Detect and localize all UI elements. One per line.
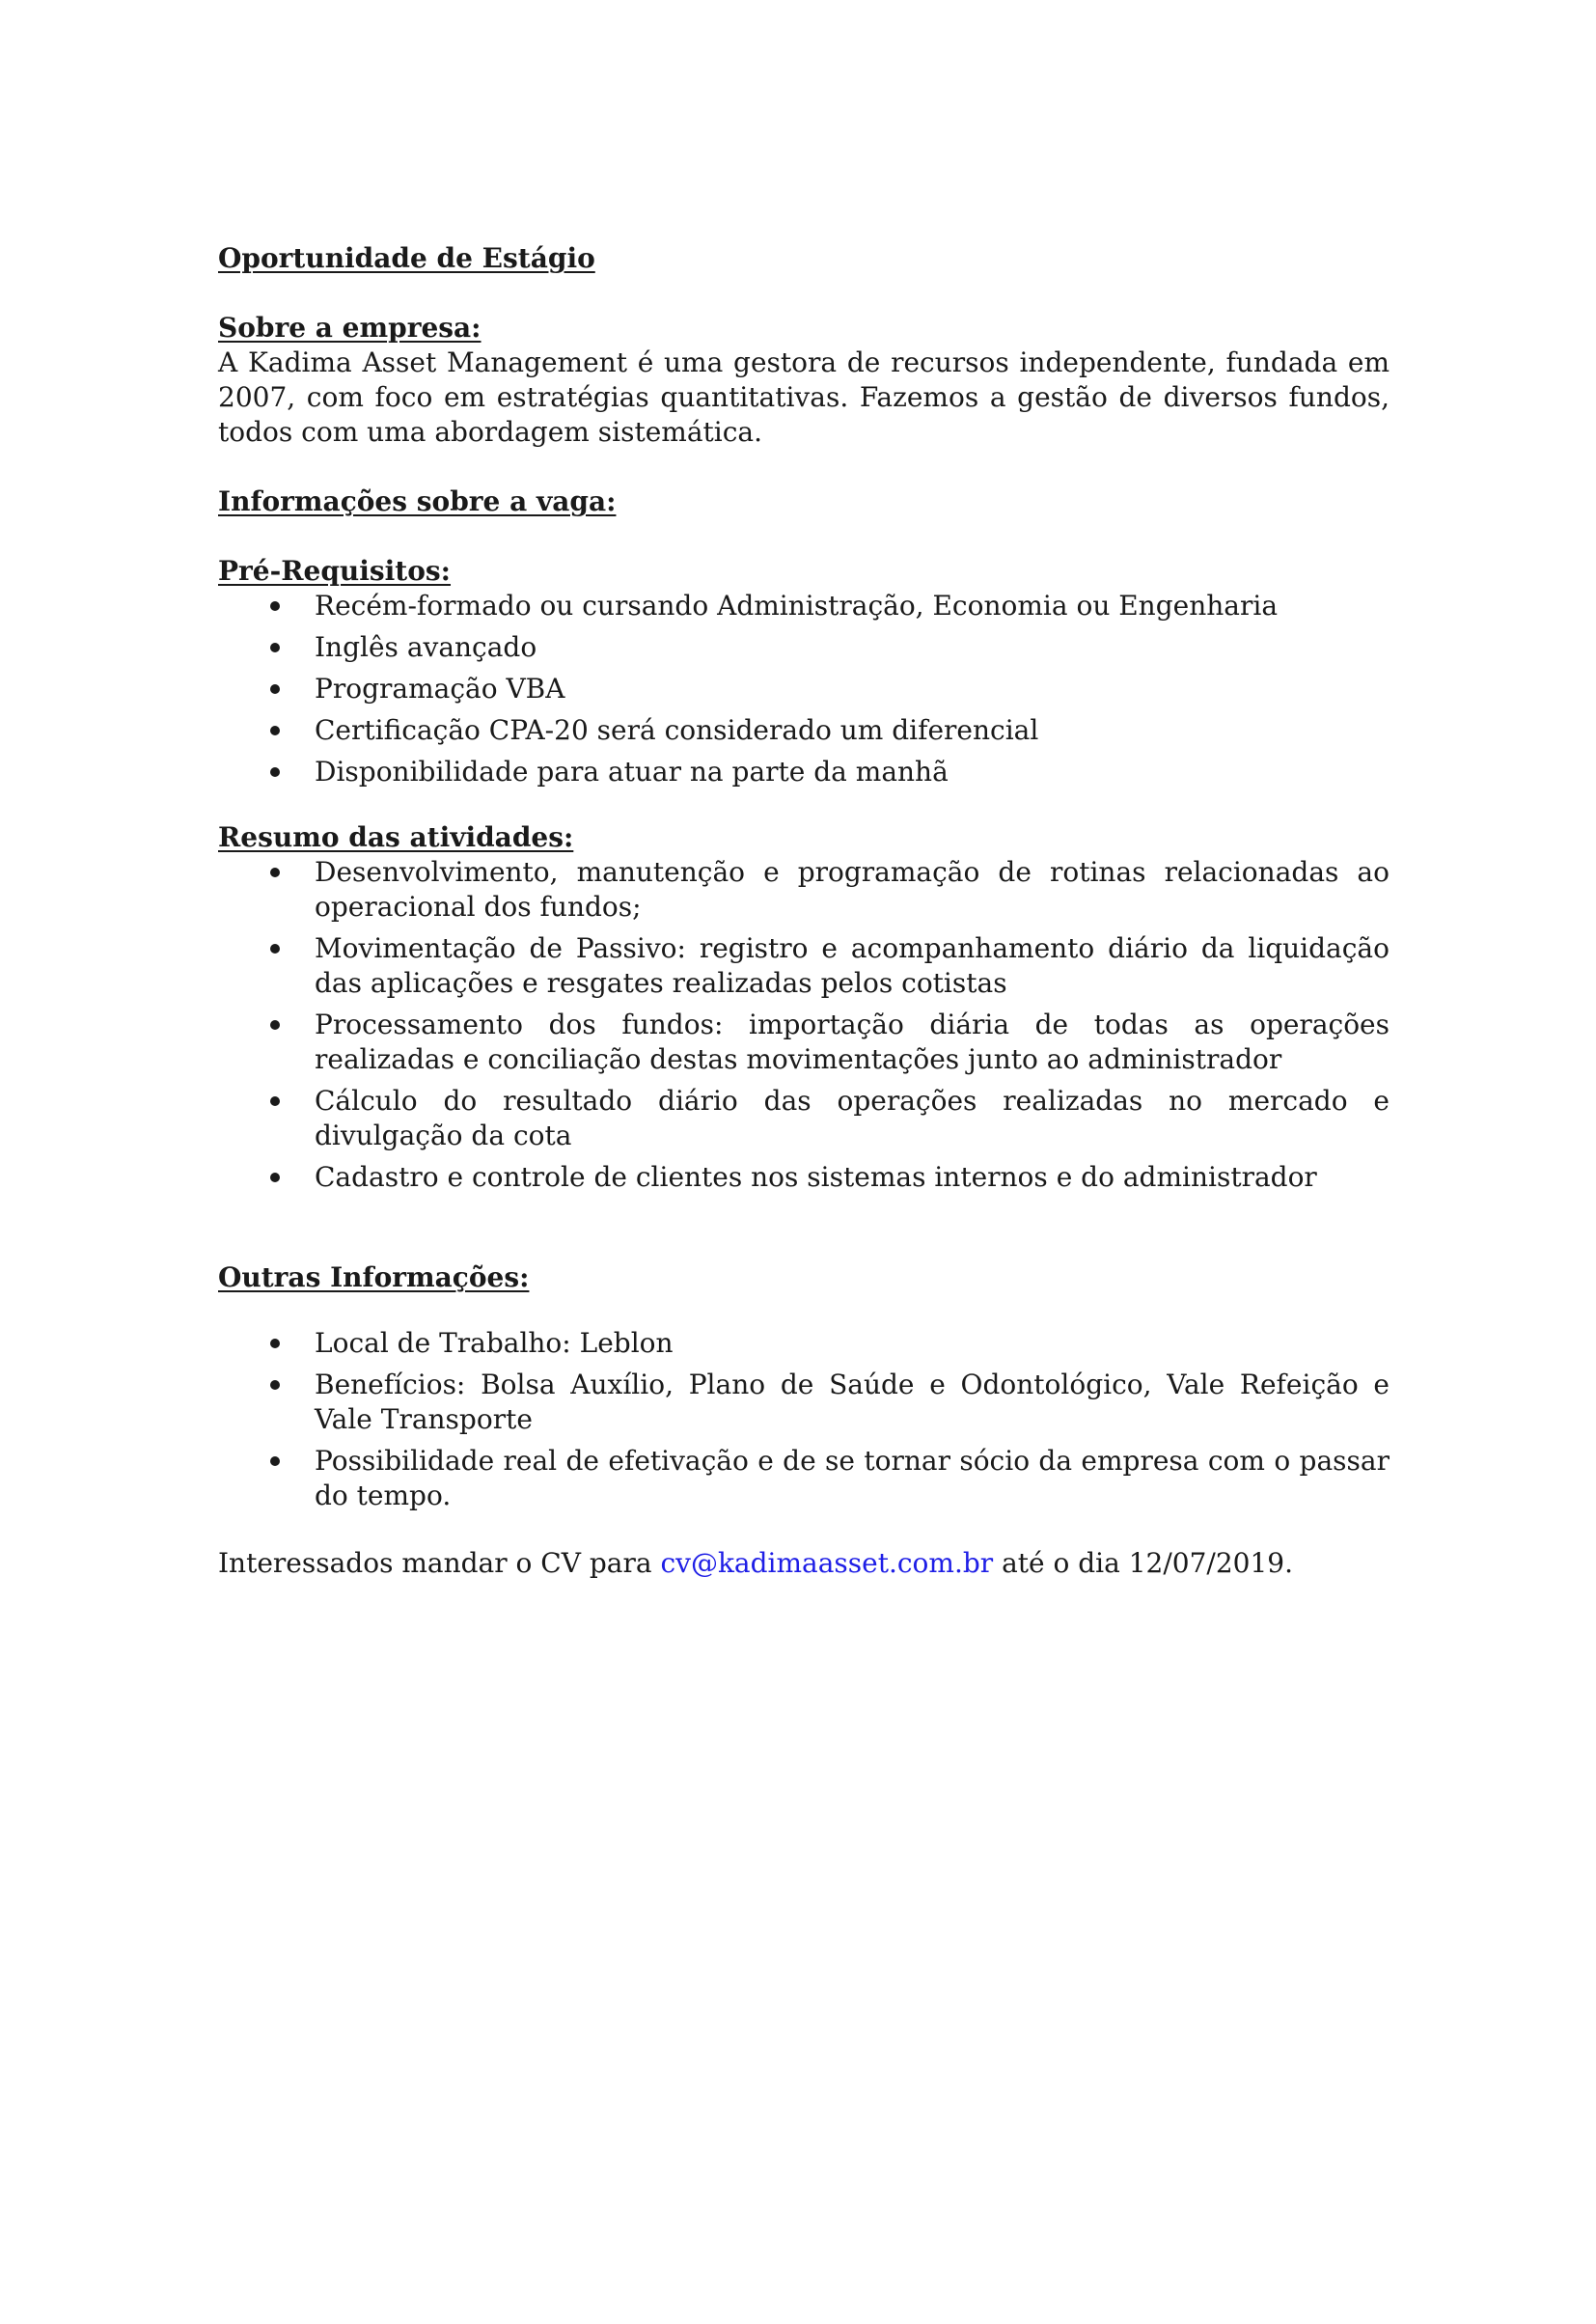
list-item: Inglês avançado (218, 630, 1390, 665)
footer-prefix: Interessados mandar o CV para (218, 1547, 661, 1579)
list-item: Local de Trabalho: Leblon (218, 1326, 1390, 1361)
bullet-icon (270, 868, 280, 877)
list-item: Certificação CPA-20 será considerado um diferencial (218, 713, 1390, 748)
list-item: Processamento dos fundos: importação diária de todas as operações realizadas e conciliação destas movimentações junto ao administrador (218, 1008, 1390, 1077)
list-item: Cálculo do resultado diário das operações realizadas no mercado e divulgação da cota (218, 1084, 1390, 1153)
bullet-icon (270, 643, 280, 652)
bullet-icon (270, 1339, 280, 1348)
bullet-icon (270, 1456, 280, 1466)
document-page (218, 241, 1390, 1581)
list-item: Movimentação de Passivo: registro e acompanhamento diário da liquidação das aplicações e resgates realizadas pelos cotistas (218, 931, 1390, 1001)
bullet-icon (270, 1380, 280, 1390)
outras-heading: Outras Informações: (218, 1261, 530, 1293)
footer-line (218, 1546, 1390, 1581)
document-title: Oportunidade de Estágio (218, 242, 595, 274)
bullet-icon (270, 726, 280, 735)
sobre-heading: Sobre a empresa: (218, 312, 482, 344)
email-link[interactable]: cv@kadimaasset.com.br (660, 1547, 994, 1579)
sobre-text: A Kadima Asset Management é uma gestora de recursos independente, fundada em 2007, com foco em estratégias quantitativas. Fazemos a gestão de diversos fundos, todos com uma abordagem sistemática. (218, 346, 1390, 448)
bullet-icon (270, 601, 280, 611)
list-item: Disponibilidade para atuar na parte da manhã (218, 755, 1390, 789)
footer-suffix: até o dia 12/07/2019. (993, 1547, 1294, 1579)
prerequisitos-heading: Pré-Requisitos: (218, 555, 452, 587)
bullet-icon (270, 1173, 280, 1182)
atividades-list (218, 855, 1390, 1195)
list-item: Possibilidade real de efetivação e de se tornar sócio da empresa com o passar do tempo. (218, 1444, 1390, 1513)
bullet-icon (270, 684, 280, 694)
list-item: Programação VBA (218, 672, 1390, 706)
outras-list (218, 1326, 1390, 1513)
atividades-heading: Resumo das atividades: (218, 821, 574, 853)
list-item: Cadastro e controle de clientes nos sistemas internos e do administrador (218, 1160, 1390, 1195)
vaga-heading: Informações sobre a vaga: (218, 485, 617, 517)
prerequisitos-list (218, 589, 1390, 789)
bullet-icon (270, 944, 280, 954)
bullet-icon (270, 1020, 280, 1030)
bullet-icon (270, 1096, 280, 1106)
list-item: Desenvolvimento, manutenção e programação de rotinas relacionadas ao operacional dos fundos; (218, 855, 1390, 925)
bullet-icon (270, 767, 280, 777)
list-item: Recém-formado ou cursando Administração, Economia ou Engenharia (218, 589, 1390, 623)
list-item: Benefícios: Bolsa Auxílio, Plano de Saúde e Odontológico, Vale Refeição e Vale Transporte (218, 1368, 1390, 1437)
